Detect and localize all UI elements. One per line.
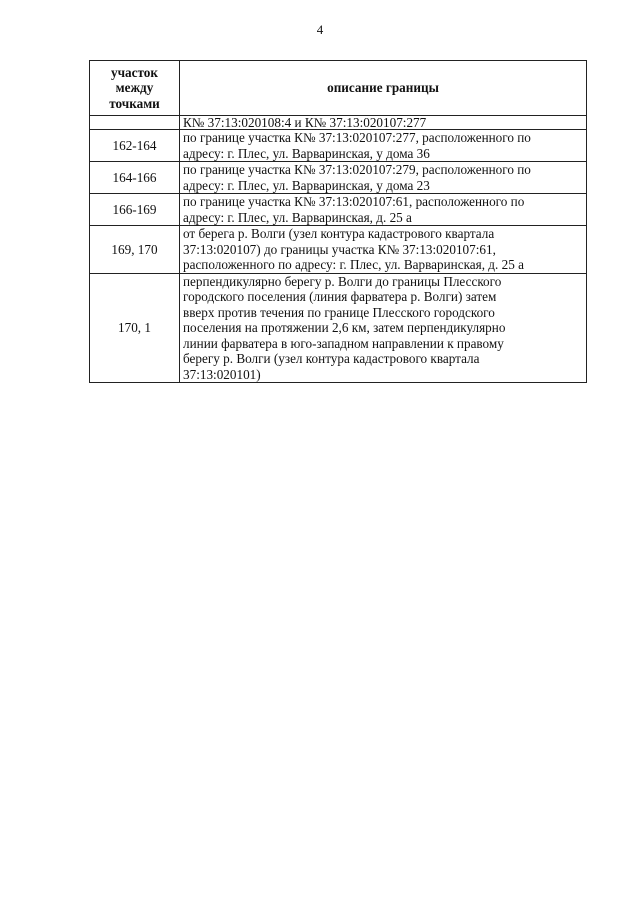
description-line: расположенного по адресу: г. Плес, ул. Варваринская, д. 25 а xyxy=(183,257,524,272)
page-number: 4 xyxy=(316,22,324,37)
description-cell xyxy=(180,116,587,130)
description-cell xyxy=(180,194,587,226)
description-line: линии фарватера в юго-западном направлении к правому xyxy=(183,335,504,351)
segment-cell: 170, 1 xyxy=(90,273,180,383)
description-cell xyxy=(180,130,587,162)
segment-cell: 169, 170 xyxy=(90,226,180,274)
table-row xyxy=(90,116,587,130)
description-line: адресу: г. Плес, ул. Варваринская, у дома 23 xyxy=(183,177,430,193)
header-segment xyxy=(90,61,180,116)
description-line: по границе участка К№ 37:13:020107:279, расположенного по xyxy=(183,162,531,177)
table-row xyxy=(90,273,587,383)
description-line: по границе участка К№ 37:13:020107:277, расположенного по xyxy=(183,130,531,145)
description-line: К№ 37:13:020108:4 и К№ 37:13:020107:277 xyxy=(183,115,427,130)
table-row xyxy=(90,130,587,162)
description-line: адресу: г. Плес, ул. Варваринская, у дома 36 xyxy=(183,145,430,161)
description-line: 37:13:020101) xyxy=(183,366,261,382)
segment-cell: 166-169 xyxy=(90,194,180,226)
description-line: городского поселения (линия фарватера р. Волги) затем xyxy=(183,289,497,304)
description-line: от берега р. Волги (узел контура кадастрового квартала xyxy=(183,226,495,241)
description-line: адресу: г. Плес, ул. Варваринская, д. 25 а xyxy=(183,209,412,225)
description-cell xyxy=(180,226,587,274)
description-cell xyxy=(180,162,587,194)
header-description: описание границы xyxy=(180,61,587,116)
table-header-row xyxy=(90,61,587,116)
description-line: 37:13:020107) до границы участка К№ 37:13:020107:61, xyxy=(183,241,496,257)
header-segment-line3: точками xyxy=(109,95,160,111)
header-segment-line2: между xyxy=(115,80,154,96)
description-line: перпендикулярно берегу р. Волги до границы Плесского xyxy=(183,273,502,289)
segment-cell: 162-164 xyxy=(90,130,180,162)
description-line: берегу р. Волги (узел контура кадастрового квартала xyxy=(183,351,480,366)
description-line: вверх против течения по границе Плесского городского xyxy=(183,304,495,320)
segment-cell: 164-166 xyxy=(90,162,180,194)
description-line: поселения на протяжении 2,6 км, затем перпендикулярно xyxy=(183,320,506,335)
header-segment-line1: участок xyxy=(111,64,158,80)
table-row xyxy=(90,162,587,194)
table-row xyxy=(90,226,587,274)
table-row xyxy=(90,194,587,226)
segment-cell xyxy=(90,116,180,130)
description-line: по границе участка К№ 37:13:020107:61, расположенного по xyxy=(183,194,525,209)
description-cell xyxy=(180,273,587,383)
boundary-description-table xyxy=(89,60,587,383)
